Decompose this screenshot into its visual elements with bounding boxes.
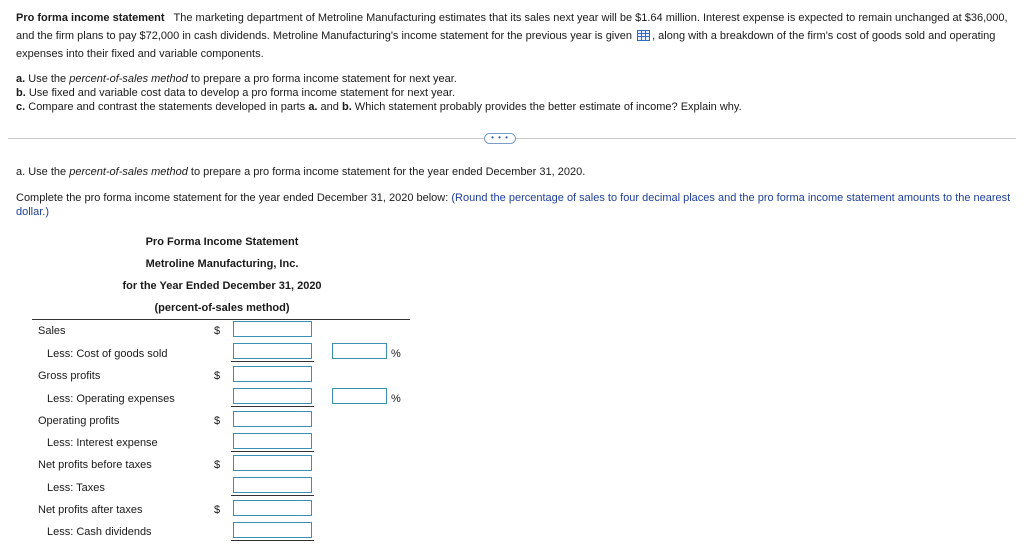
net-profits-after-taxes-input[interactable]: [233, 500, 312, 516]
part-b: b. Use fixed and variable cost data to develop a pro forma income statement for next year.: [16, 87, 456, 99]
part-c: c. Compare and contrast the statements developed in parts a. and b. Which statement probably provides the better estimate of income? Explain why.: [16, 101, 742, 113]
question-a: a. Use the percent-of-sales method to prepare a pro forma income statement for the year ended December 31, 2020.: [16, 166, 586, 178]
taxes-input[interactable]: [233, 477, 312, 493]
sales-amount-input[interactable]: [233, 321, 312, 337]
problem-title: Pro forma income statement: [16, 12, 165, 24]
statement-period: for the Year Ended December 31, 2020: [122, 280, 322, 292]
operating-profits-input[interactable]: [233, 411, 312, 427]
row-label-cogs: Less: Cost of goods sold: [47, 348, 168, 360]
subtotal-underline: [231, 406, 314, 407]
subtotal-underline: [231, 361, 314, 362]
row-label-net-profits-after-taxes: Net profits after taxes: [38, 504, 143, 516]
percent-sign: %: [391, 393, 401, 405]
row-label-cash-dividends: Less: Cash dividends: [47, 526, 152, 538]
cash-dividends-input[interactable]: [233, 522, 312, 538]
currency-symbol: $: [214, 370, 221, 382]
statement-title: Pro Forma Income Statement: [145, 236, 299, 248]
rounding-hint: (Round the percentage of sales to four decimal places and the pro forma income statement amounts to the nearest dollar.): [16, 192, 1011, 218]
row-label-taxes: Less: Taxes: [47, 482, 105, 494]
percent-sign: %: [391, 348, 401, 360]
statement-method: (percent-of-sales method): [154, 302, 290, 314]
part-a: a. Use the percent-of-sales method to prepare a pro forma income statement for next year.: [16, 73, 457, 85]
problem-text-2: , along with a breakdown of the firm's cost of goods sold and operating expenses into their fixed and variable components.: [16, 30, 996, 60]
subtotal-underline: [231, 495, 314, 496]
company-name: Metroline Manufacturing, Inc.: [145, 258, 299, 270]
problem-text-1: The marketing department of Metroline Manufacturing estimates that its sales next year will be $1.64 million. Interest expense is expected to remain unchanged at $36,000, and the firm plans to pay $72,000 in cash dividends. Metroline Manufacturing's income statement for the previous year is given: [16, 12, 1008, 42]
row-label-sales: Sales: [38, 325, 66, 337]
currency-symbol: $: [214, 459, 221, 471]
row-label-net-profits-before-taxes: Net profits before taxes: [38, 459, 152, 471]
currency-symbol: $: [214, 325, 221, 337]
subtotal-underline: [231, 540, 314, 541]
header-rule: [32, 319, 410, 320]
cogs-percent-input[interactable]: [332, 343, 387, 359]
parts-list: [16, 72, 742, 114]
row-label-interest-expense: Less: Interest expense: [47, 437, 158, 449]
currency-symbol: $: [214, 504, 221, 516]
row-label-operating-expenses: Less: Operating expenses: [47, 393, 175, 405]
row-label-gross-profits: Gross profits: [38, 370, 101, 382]
data-table-icon[interactable]: [637, 30, 650, 41]
row-label-operating-profits: Operating profits: [38, 415, 120, 427]
subtotal-underline: [231, 451, 314, 452]
instruction: Complete the pro forma income statement for the year ended December 31, 2020 below: (Round the percentage of sales to four decimal places and the pro forma income statement amounts to the nearest dollar.): [16, 192, 1011, 218]
net-profits-before-taxes-input[interactable]: [233, 455, 312, 471]
expand-more-button[interactable]: • • •: [484, 133, 516, 144]
operating-expenses-percent-input[interactable]: [332, 388, 387, 404]
currency-symbol: $: [214, 415, 221, 427]
operating-expenses-amount-input[interactable]: [233, 388, 312, 404]
problem-statement: [16, 9, 1016, 63]
gross-profits-input[interactable]: [233, 366, 312, 382]
interest-expense-input[interactable]: [233, 433, 312, 449]
cogs-amount-input[interactable]: [233, 343, 312, 359]
